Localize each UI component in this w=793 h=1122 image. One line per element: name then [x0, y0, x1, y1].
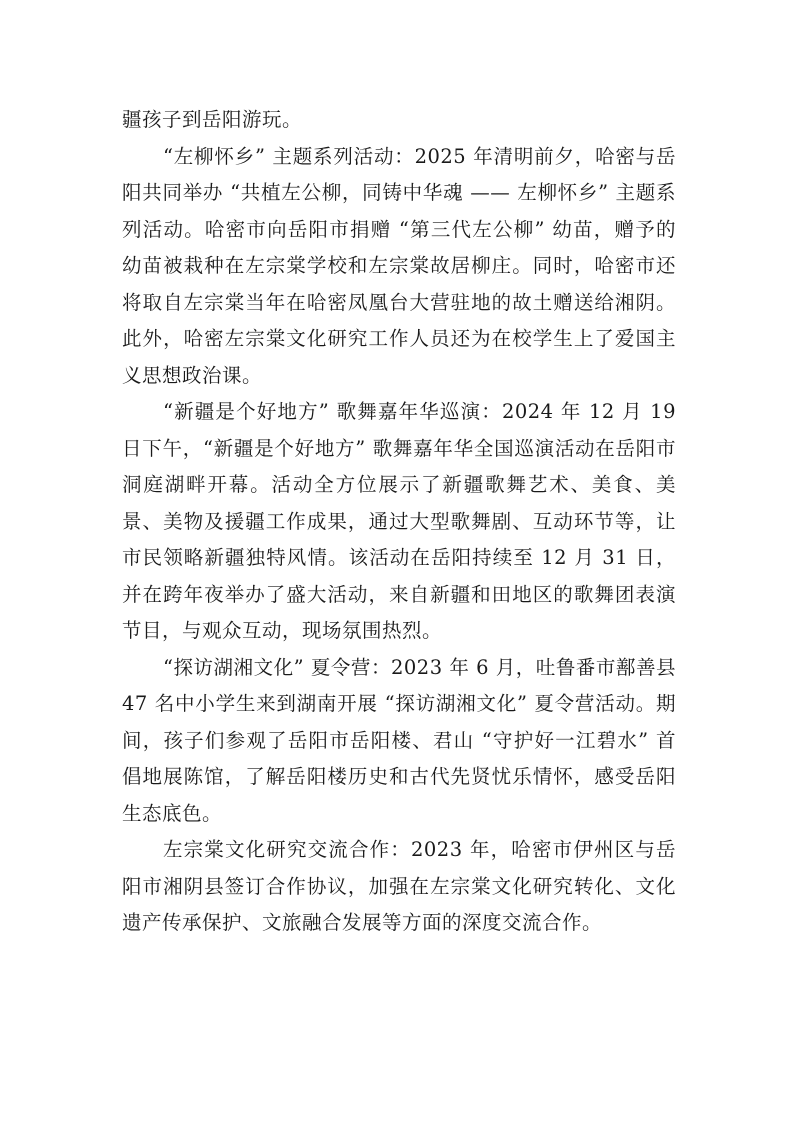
- paragraph-zuoliu-huaixiang: “左柳怀乡” 主题系列活动：2025 年清明前夕，哈密与岳阳共同举办 “共植左公柳，同铸中华魂 —— 左柳怀乡” 主题系列活动。哈密市向岳阳市捐赠 “第三代左公柳” 幼苗，赠予的幼苗被栽种在左宗棠学校和左宗棠故居柳庄。同时，哈密市还将取自左宗棠当年在哈密凤凰台大营驻地的故土赠送给湘阴。此外，哈密左宗棠文化研究工作人员还为在校学生上了爱国主义思想政治课。: [122, 144, 676, 387]
- document-body: [122, 102, 676, 942]
- paragraph-zuo-zongtang-research: 左宗棠文化研究交流合作：2023 年，哈密市伊州区与岳阳市湘阴县签订合作协议，加强在左宗棠文化研究转化、文化遗产传承保护、文旅融合发展等方面的深度交流合作。: [122, 838, 676, 934]
- paragraph-xinjiang-tour: “新疆是个好地方” 歌舞嘉年华巡演：2024 年 12 月 19 日下午，“新疆是个好地方” 歌舞嘉年华全国巡演活动在岳阳市洞庭湖畔开幕。活动全方位展示了新疆歌舞艺术、美食、美景、美物及援疆工作成果，通过大型歌舞剧、互动环节等，让市民领略新疆独特风情。该活动在岳阳持续至 12 月 31 日，并在跨年夜举办了盛大活动，来自新疆和田地区的歌舞团表演节目，与观众互动，现场氛围热烈。: [122, 400, 676, 642]
- paragraph-summer-camp: “探访湖湘文化” 夏令营：2023 年 6 月，吐鲁番市鄯善县 47 名中小学生来到湖南开展 “探访湖湘文化” 夏令营活动。期间，孩子们参观了岳阳市岳阳楼、君山 “守护好一江碧水” 首倡地展陈馆，了解岳阳楼历史和古代先贤忧乐情怀，感受岳阳生态底色。: [122, 655, 676, 825]
- paragraph-continuation: 疆孩子到岳阳游玩。: [122, 108, 303, 131]
